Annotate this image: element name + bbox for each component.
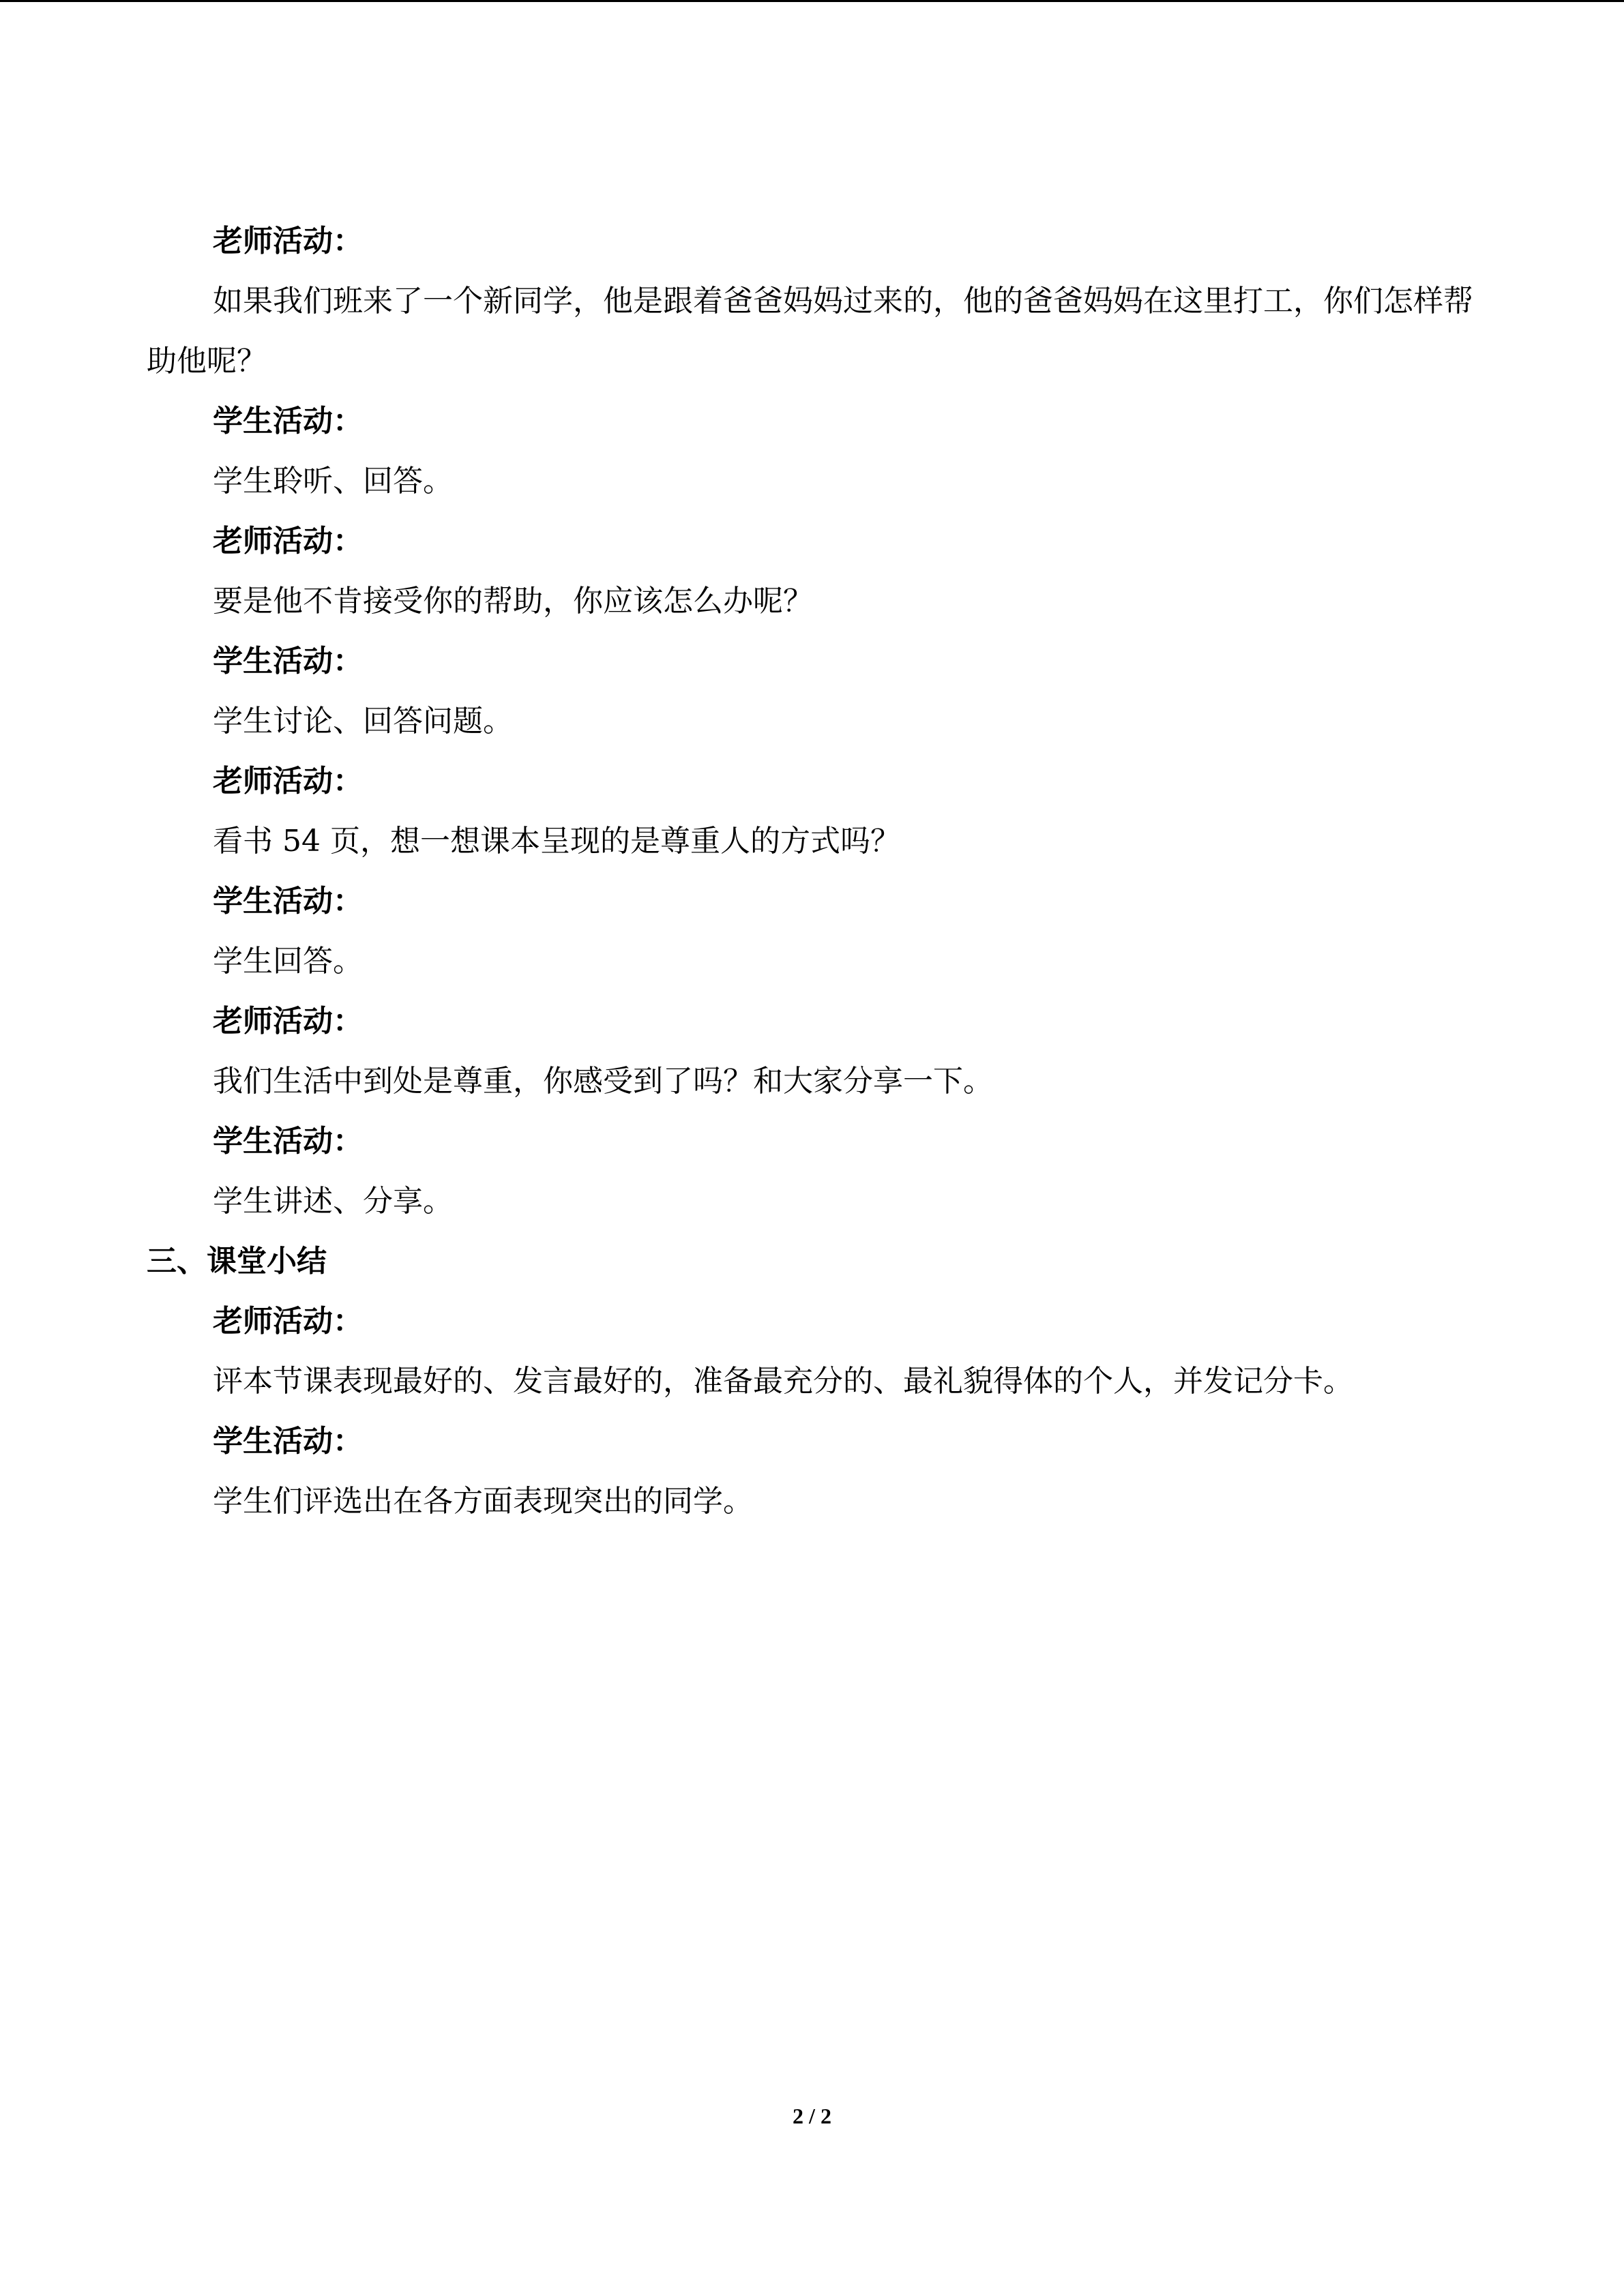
student-activity-label: 学生活动： <box>213 404 363 438</box>
student-activity-label: 学生活动： <box>213 1124 363 1159</box>
page-top-rule <box>0 0 1624 2</box>
student-activity-label: 学生活动： <box>213 644 363 679</box>
section-heading: 三、课堂小结 <box>147 1244 327 1279</box>
paragraph: 要是他不肯接受你的帮助，你应该怎么办呢？ <box>213 584 813 618</box>
paragraph: 评本节课表现最好的、发言最好的，准备最充分的、最礼貌得体的个人，并发记分卡。 <box>213 1364 1353 1399</box>
paragraph: 学生回答。 <box>213 944 363 979</box>
teacher-activity-label: 老师活动： <box>213 224 363 258</box>
page-number: 2 / 2 <box>793 2104 831 2128</box>
paragraph: 我们生活中到处是尊重，你感受到了吗？和大家分享一下。 <box>213 1064 993 1099</box>
paragraph: 学生讨论、回答问题。 <box>213 704 513 739</box>
document-body <box>147 211 1477 1532</box>
paragraph: 学生讲述、分享。 <box>213 1184 453 1219</box>
paragraph: 看书 54 页，想一想课本呈现的是尊重人的方式吗？ <box>213 824 900 859</box>
student-activity-label: 学生活动： <box>213 1424 363 1459</box>
paragraph: 学生聆听、回答。 <box>213 464 453 498</box>
teacher-activity-label: 老师活动： <box>213 524 363 558</box>
student-activity-label: 学生活动： <box>213 884 363 919</box>
teacher-activity-label: 老师活动： <box>213 1004 363 1039</box>
teacher-activity-label: 老师活动： <box>213 1304 363 1339</box>
teacher-activity-label: 老师活动： <box>213 764 363 799</box>
paragraph: 如果我们班来了一个新同学，他是跟着爸爸妈妈过来的，他的爸爸妈妈在这里打工，你们怎样帮助他呢？ <box>147 284 1473 378</box>
paragraph: 学生们评选出在各方面表现突出的同学。 <box>213 1484 753 1519</box>
